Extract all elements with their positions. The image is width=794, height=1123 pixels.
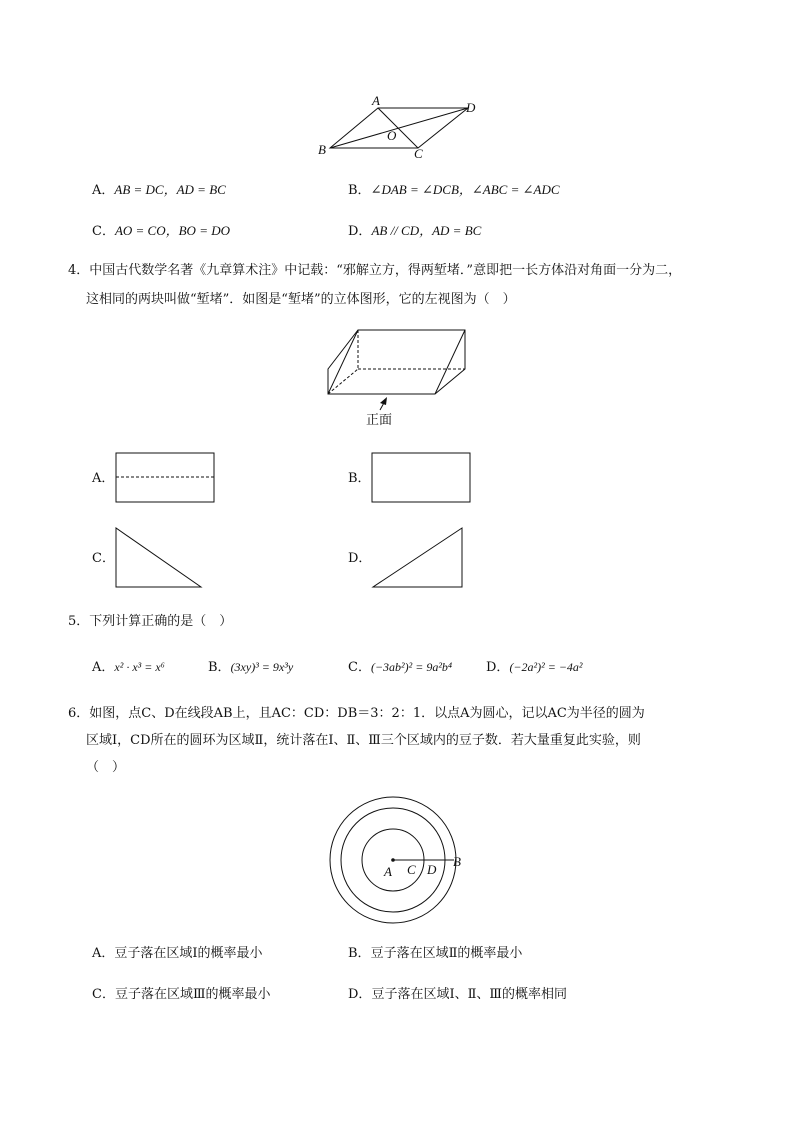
point-a-label: A [372, 93, 380, 108]
q3-option-d[interactable] [348, 223, 481, 240]
q6-option-c[interactable] [92, 987, 271, 1003]
question-number: 4． [68, 263, 90, 278]
q5-stem-text: 下列计算正确的是（ ） [89, 614, 233, 629]
option-text: (−2a²)² = −4a² [509, 660, 583, 674]
point-d-label: D [466, 100, 476, 115]
q4-option-d-label[interactable]: D． [348, 551, 372, 566]
q5-option-b[interactable] [208, 659, 293, 676]
diagonal-ac [378, 108, 418, 148]
option-text: AO = CO，BO = DO [114, 223, 230, 238]
q4-option-c-figure[interactable] [115, 527, 203, 589]
q3-option-c[interactable] [92, 223, 230, 240]
option-label: D． [486, 660, 510, 675]
q6-option-d[interactable] [348, 987, 567, 1003]
option-text: 豆子落在区域Ⅰ的概率最小 [114, 946, 263, 961]
solid-outline [328, 330, 465, 394]
q3-parallelogram-figure [310, 92, 490, 162]
q5-option-d[interactable] [486, 659, 583, 676]
q4-option-d-figure[interactable] [372, 527, 464, 589]
center-point-a [391, 858, 395, 862]
point-b-label: B [318, 142, 326, 157]
option-text: 豆子落在区域Ⅲ的概率最小 [114, 987, 271, 1002]
q4-qiandu-solid-figure [320, 325, 480, 435]
point-c-label: C [414, 146, 423, 161]
solid-back-slant [435, 330, 465, 394]
front-arrow-icon [380, 397, 387, 405]
q6-stem-line1 [68, 706, 645, 722]
point-b-label: B [453, 854, 461, 869]
right-triangle-shape [373, 528, 462, 587]
q4-option-b-label[interactable]: B． [348, 471, 371, 486]
q4-stem-line2: 这相同的两块叫做“堑堵”．如图是“堑堵”的立体图形，它的左视图为（ ） [86, 292, 516, 307]
q4-option-a-figure[interactable] [115, 452, 215, 504]
option-text: AB = DC，AD = BC [114, 182, 226, 197]
solid-front-slant [328, 330, 358, 394]
rectangle-shape [116, 453, 214, 502]
q6-line1: 如图，点C、D在线段AB上，且AC：CD：DB＝3：2：1．以点A为圆心，记以AC为半径的圆为 [89, 706, 645, 721]
point-c-label: C [407, 862, 416, 877]
option-text: ∠DAB = ∠DCB，∠ABC = ∠ADC [370, 182, 560, 197]
q4-front-label: 正面 [366, 413, 393, 428]
option-label: A． [92, 946, 115, 961]
option-label: D． [348, 224, 372, 239]
right-triangle-shape [116, 528, 201, 587]
rectangle-shape [372, 453, 470, 502]
option-label: C． [92, 224, 115, 239]
option-label: C． [92, 987, 115, 1002]
option-text: (3xy)³ = 9x³y [230, 660, 294, 674]
option-label: B． [208, 660, 231, 675]
diagonal-bd [330, 108, 468, 148]
option-label: D． [348, 987, 372, 1002]
option-label: A． [92, 660, 115, 675]
option-label: C． [348, 660, 371, 675]
option-text: 豆子落在区域Ⅱ的概率最小 [370, 946, 523, 961]
q6-option-b[interactable] [348, 946, 522, 962]
point-o-label: O [387, 128, 397, 143]
q5-option-a[interactable] [92, 659, 165, 676]
question-number: 6． [68, 706, 90, 721]
option-text: AB // CD，AD = BC [371, 223, 482, 238]
point-d-label: D [427, 862, 437, 877]
option-text: 豆子落在区域Ⅰ、Ⅱ、Ⅲ的概率相同 [371, 987, 567, 1002]
q6-stem-line3: （ ） [86, 760, 126, 775]
q4-option-b-figure[interactable] [371, 452, 471, 504]
option-label: B． [348, 946, 371, 961]
q6-stem-line2: 区域Ⅰ，CD所在的圆环为区域Ⅱ，统计落在Ⅰ、Ⅱ、Ⅲ三个区域内的豆子数．若大量重复此实验，则 [86, 733, 641, 748]
q6-option-a[interactable] [92, 946, 263, 962]
q4-option-a-label[interactable]: A． [92, 471, 115, 486]
q4-line1: 中国古代数学名著《九章算术注》中记载：“邪解立方，得两堑堵．”意即把一长方体沿对角面一分为二， [89, 263, 682, 278]
point-a-label: A [384, 864, 392, 879]
option-text: x² · x³ = x⁶ [114, 660, 165, 674]
option-text: (−3ab²)² = 9a²b⁴ [370, 660, 453, 674]
option-label: B． [348, 183, 371, 198]
hidden-edge-depth [328, 369, 358, 394]
q4-stem-line1 [68, 263, 681, 279]
q4-option-c-label[interactable]: C． [92, 551, 115, 566]
q3-option-b[interactable] [348, 182, 560, 199]
q3-option-a[interactable] [92, 182, 226, 199]
option-label: A． [92, 183, 115, 198]
q5-option-c[interactable] [348, 659, 452, 676]
question-number: 5． [68, 614, 90, 629]
q6-concentric-circles-figure [326, 794, 476, 934]
q5-stem [68, 614, 232, 630]
